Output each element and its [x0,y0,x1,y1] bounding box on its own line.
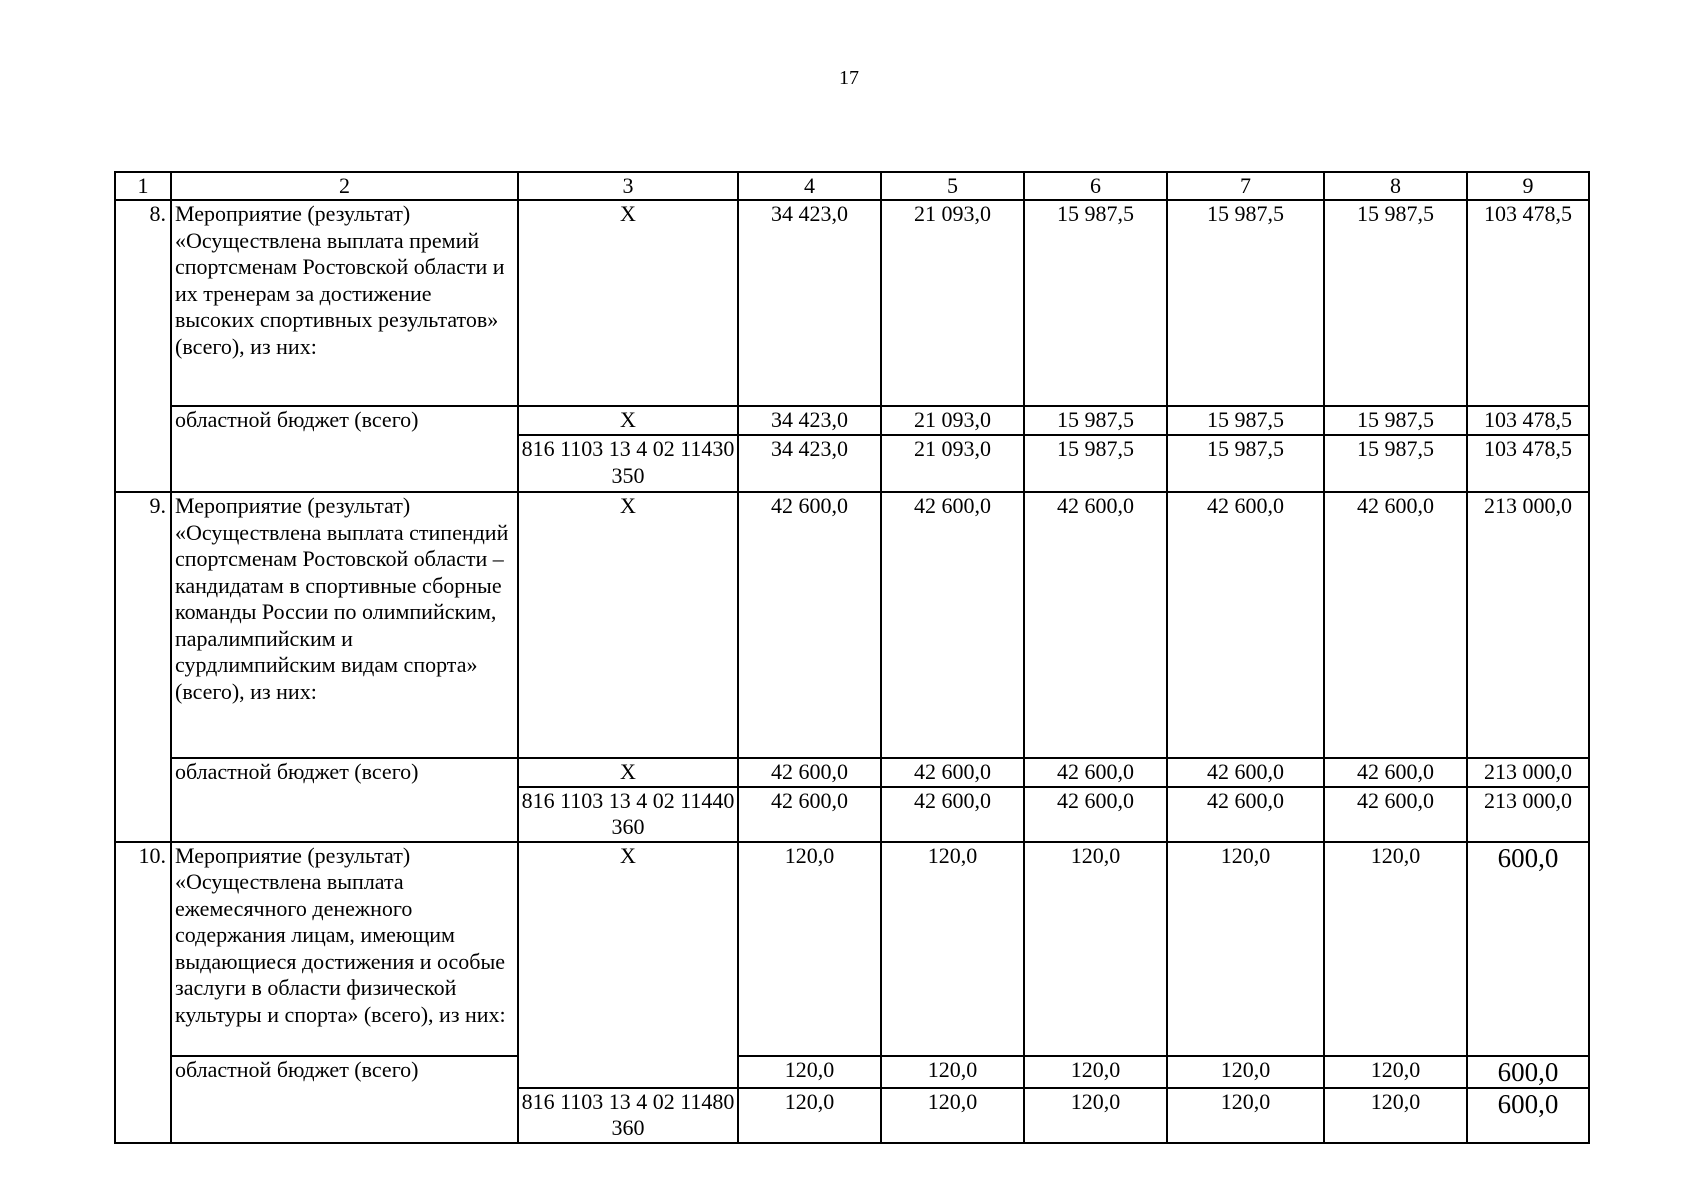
page-number: 17 [839,67,859,89]
value-cell: 42 600,0 [1167,492,1324,758]
value-cell: 120,0 [1167,842,1324,1056]
value-cell: 42 600,0 [1024,492,1167,758]
total-cell: 103 478,5 [1467,406,1589,435]
budget-source-label: областной бюджет (всего) [171,406,518,492]
value-cell: 15 987,5 [1167,200,1324,406]
table-row [115,758,1589,787]
total-cell: 103 478,5 [1467,200,1589,406]
value-cell: 15 987,5 [1024,406,1167,435]
total-cell: 600,0 [1467,1056,1589,1088]
column-header: 9 [1467,172,1589,200]
value-cell: 42 600,0 [1324,492,1467,758]
table-row [115,842,1589,1056]
value-cell: 21 093,0 [881,200,1024,406]
value-cell: 15 987,5 [1324,435,1467,492]
total-cell: 213 000,0 [1467,758,1589,787]
value-cell: 120,0 [1024,1088,1167,1143]
total-cell: 600,0 [1467,1088,1589,1143]
value-cell: 15 987,5 [1324,406,1467,435]
value-cell: 120,0 [1324,842,1467,1056]
value-cell: 120,0 [1167,1088,1324,1143]
measure-description: Мероприятие (результат) «Осуществлена выплата стипендий спортсменам Ростовской области – кандидатам в спортивные сборные команды России по олимпийским, паралимпийским и сурдлимпийским видам спорта» (всего), из них: [171,492,518,758]
value-cell: 15 987,5 [1024,435,1167,492]
total-cell: 600,0 [1467,842,1589,1056]
budget-code: Х [518,758,738,787]
budget-table [114,171,1590,1144]
value-cell: 21 093,0 [881,435,1024,492]
measure-description: Мероприятие (результат) «Осуществлена выплата премий спортсменам Ростовской области и их тренерам за достижение высоких спортивных результатов» (всего), из них: [171,200,518,406]
column-header: 7 [1167,172,1324,200]
table-row [115,406,1589,435]
column-header: 2 [171,172,518,200]
column-header: 5 [881,172,1024,200]
value-cell: 42 600,0 [1024,758,1167,787]
value-cell: 120,0 [1324,1088,1467,1143]
row-number: 8. [115,200,171,492]
value-cell: 21 093,0 [881,406,1024,435]
value-cell: 15 987,5 [1324,200,1467,406]
value-cell: 42 600,0 [738,787,881,842]
value-cell: 34 423,0 [738,435,881,492]
budget-code: 816 1103 13 4 02 11440 360 [518,787,738,842]
budget-code: Х [518,200,738,406]
value-cell: 120,0 [738,1088,881,1143]
value-cell: 120,0 [738,842,881,1056]
value-cell: 42 600,0 [881,787,1024,842]
budget-code: Х [518,406,738,435]
column-header: 1 [115,172,171,200]
value-cell: 120,0 [1167,1056,1324,1088]
value-cell: 42 600,0 [1167,787,1324,842]
value-cell: 15 987,5 [1167,406,1324,435]
value-cell: 42 600,0 [881,492,1024,758]
value-cell: 42 600,0 [1024,787,1167,842]
budget-source-label: областной бюджет (всего) [171,758,518,842]
value-cell: 34 423,0 [738,406,881,435]
value-cell: 15 987,5 [1167,435,1324,492]
value-cell: 120,0 [1024,842,1167,1056]
value-cell: 42 600,0 [1324,787,1467,842]
budget-code: Х [518,842,738,1088]
value-cell: 42 600,0 [738,492,881,758]
value-cell: 42 600,0 [1324,758,1467,787]
table-header-row [115,172,1589,200]
value-cell: 120,0 [738,1056,881,1088]
row-number: 9. [115,492,171,842]
total-cell: 213 000,0 [1467,787,1589,842]
measure-description: Мероприятие (результат) «Осуществлена выплата ежемесячного денежного содержания лицам, имеющим выдающиеся достижения и особые заслуги в области физической культуры и спорта» (всего), из них: [171,842,518,1056]
budget-source-label: областной бюджет (всего) [171,1056,518,1143]
row-number: 10. [115,842,171,1143]
value-cell: 120,0 [881,1056,1024,1088]
budget-code: 816 1103 13 4 02 11480 360 [518,1088,738,1143]
budget-code: Х [518,492,738,758]
column-header: 8 [1324,172,1467,200]
value-cell: 15 987,5 [1024,200,1167,406]
table-row [115,1056,1589,1088]
value-cell: 34 423,0 [738,200,881,406]
value-cell: 120,0 [881,1088,1024,1143]
value-cell: 120,0 [1024,1056,1167,1088]
column-header: 6 [1024,172,1167,200]
value-cell: 42 600,0 [738,758,881,787]
value-cell: 42 600,0 [881,758,1024,787]
total-cell: 103 478,5 [1467,435,1589,492]
total-cell: 213 000,0 [1467,492,1589,758]
value-cell: 120,0 [881,842,1024,1056]
budget-code: 816 1103 13 4 02 11430 350 [518,435,738,492]
table-row [115,492,1589,758]
value-cell: 42 600,0 [1167,758,1324,787]
column-header: 4 [738,172,881,200]
column-header: 3 [518,172,738,200]
value-cell: 120,0 [1324,1056,1467,1088]
table-row [115,200,1589,406]
